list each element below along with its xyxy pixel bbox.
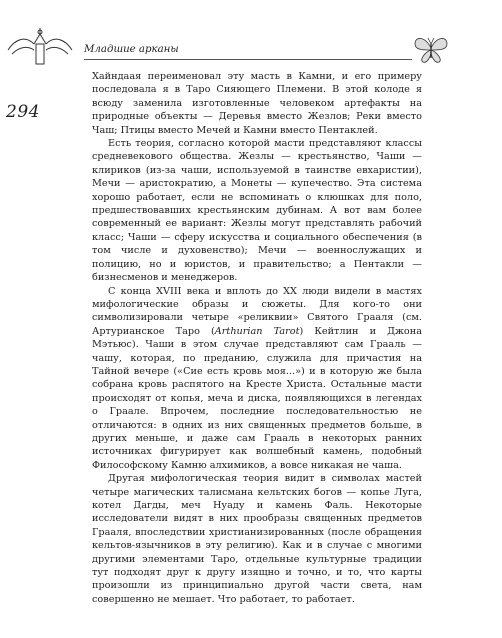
paragraph-text: Есть теория, согласно которой масти представляют классы средневекового общества. Жезлы — крестьянство, Чаши — клириков (из-за чаши, используемой в таинстве евхаристии), Мечи — аристократию, а Монеты — купечество. Эта система хорошо работает, если не вспоминать о клюшках для поло, предшествовавших крестьянским дубинам. А вот вам более современный ее вариант: Жезлы могут представлять рабочий класс; Чаши — сферу искусства и социального обеспечения (в том числе и духовенство); Мечи — военнослужащих и полицию, но и юристов, и правительство; а Пентакли — бизнесменов и менеджеров. bbox=[92, 138, 422, 284]
paragraph-text: Другая мифологическая теория видит в символах мастей четыре магических талисмана кельтских богов — копье Луга, котел Дагды, меч Нуаду и камень Фаль. Некоторые исследователи видят в них прообразы священных предметов Грааля, впоследствии христианизированных (после обращения кельтов-язычников в эту религию). Как и в случае с многими другими элементами Таро, отдельные культурные традиции тут подходят друг к другу изящно и точно, и то, что карты произошли из принципиально другой части света, нам совершенно не мешает. Что работает, то работает. bbox=[92, 473, 422, 605]
main-text bbox=[92, 70, 422, 606]
paragraph-text: Хайндаая переименовал эту масть в Камни, и его примеру последовала я в Таро Сияющего Племени. В этой колоде я всюду заменила изготовленные человеком артефакты на природные объекты — Деревья вместо Жезлов; Реки вместо Чаш; Птицы вместо Мечей и Камни вместо Пентаклей. bbox=[92, 71, 422, 136]
paragraph-2 bbox=[92, 137, 422, 284]
paragraph-1 bbox=[92, 70, 422, 137]
running-header: Младшие арканы bbox=[84, 44, 412, 60]
paragraph-3 bbox=[92, 285, 422, 473]
paragraph-text: ) Кейтлин и Джона Мэтьюс). Чаши в этом случае представляют сам Грааль — чашу, которая, по преданию, служила для причастия на Тайной вечере («Сие есть кровь моя...») и в которую же была собрана кровь распятого на Кресте Христа. Остальные масти происходят от копья, меча и диска, появляющихся в легендах о Граале. Впрочем, последние последовательностью не отличаются: в одних из них священных предметов больше, в других меньше, и даже сам Грааль в некоторых ранних источниках фигурирует как волшебный камень, подобный Философскому Камню алхимиков, а вовсе никакая не чаша. bbox=[92, 325, 422, 471]
paragraph-4 bbox=[92, 472, 422, 606]
butterfly-icon bbox=[413, 34, 449, 66]
paragraph-text: С конца XVIII века и вплоть до XX люди видели в мастях мифологические образы и сюжеты. Для кого-то они символизировали четыре «реликвии» Святого Грааля (см. Артурианское Таро ( bbox=[92, 285, 422, 337]
decorative-ornament-icon bbox=[6, 28, 76, 68]
page-number: 294 bbox=[6, 102, 40, 122]
paragraph-italic-text: Arthurian Tarot bbox=[214, 325, 300, 337]
